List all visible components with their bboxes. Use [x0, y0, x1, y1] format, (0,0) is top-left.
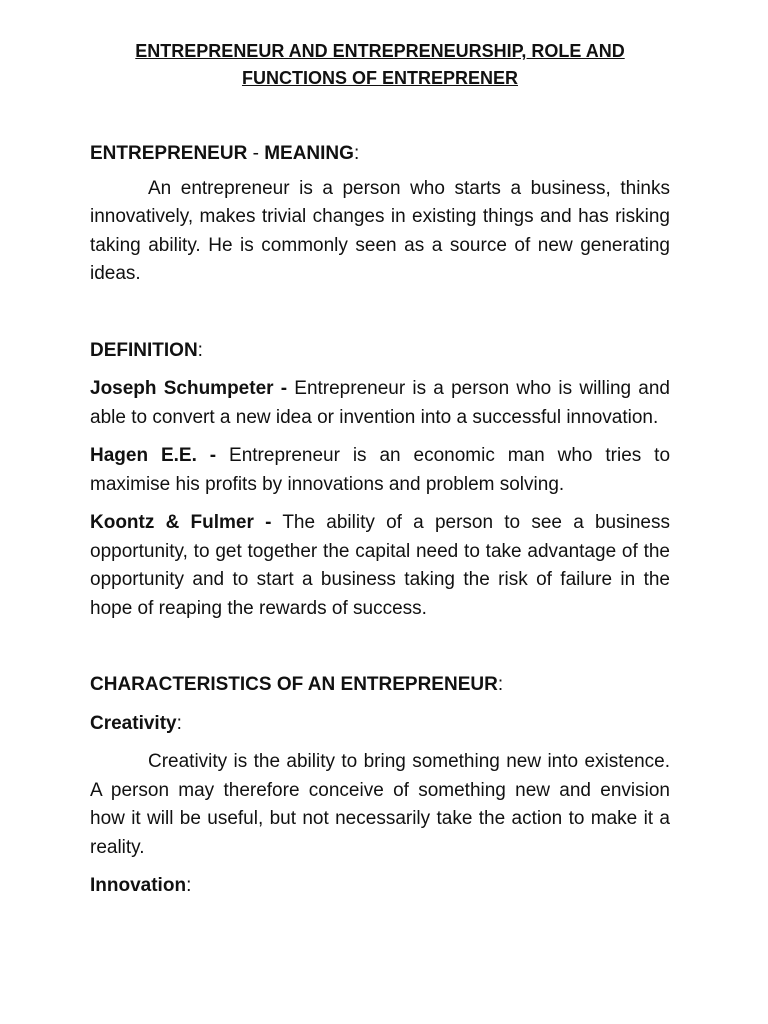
- meaning-heading: [90, 140, 670, 169]
- innovation-heading-label: Innovation: [90, 875, 187, 896]
- definition-heading-colon: :: [197, 339, 203, 361]
- title-line-2: FUNCTIONS OF ENTREPRENER: [241, 68, 518, 88]
- definition-item-hagen: [90, 442, 670, 499]
- characteristics-heading-colon: :: [497, 674, 504, 695]
- creativity-heading: [90, 710, 670, 739]
- meaning-heading-part2: MEANING: [264, 143, 354, 164]
- definition-text: Entrepreneur is a person who is willing and able to convert a new idea or invention into a successful innovation.: [90, 378, 670, 428]
- definition-heading-label: DEFINITION: [90, 339, 198, 361]
- document-page: [90, 38, 670, 901]
- title-line-1: ENTREPRENEUR AND ENTREPRENEURSHIP, ROLE AND: [135, 41, 625, 61]
- meaning-heading-separator: -: [247, 143, 265, 164]
- innovation-heading-colon: :: [186, 875, 192, 896]
- definition-item-koontz-fulmer: [90, 509, 670, 623]
- meaning-heading-part1: ENTREPRENEUR: [90, 143, 248, 164]
- creativity-heading-label: Creativity: [90, 712, 177, 734]
- creativity-paragraph: Creativity is the ability to bring something new into existence. A person may therefore conceive of something new and envision how it will be useful, but not necessarily take the action to make it a reality.: [90, 751, 670, 858]
- characteristics-heading: [90, 671, 670, 700]
- innovation-heading: [90, 872, 670, 901]
- definition-author: Hagen E.E. -: [90, 445, 217, 466]
- definition-author: Joseph Schumpeter -: [90, 378, 288, 399]
- meaning-heading-colon: :: [353, 143, 360, 164]
- definition-text: Entrepreneur is an economic man who tries to maximise his profits by innovations and problem solving.: [90, 445, 671, 495]
- document-title: [90, 38, 670, 92]
- meaning-paragraph: An entrepreneur is a person who starts a business, thinks innovatively, makes trivial changes in existing things and has risking taking ability. He is commonly seen as a source of new generating ideas.: [90, 177, 670, 284]
- characteristics-heading-label: CHARACTERISTICS OF AN ENTREPRENEUR: [90, 674, 498, 695]
- definition-text: The ability of a person to see a business opportunity, to get together the capital need to take advantage of the opportunity and to start a business taking the risk of failure in the hope of reaping the rewards of success.: [90, 512, 670, 619]
- creativity-heading-colon: :: [176, 712, 182, 734]
- definition-heading: [90, 337, 670, 366]
- definition-item-schumpeter: [90, 375, 670, 432]
- definition-author: Koontz & Fulmer -: [90, 512, 272, 533]
